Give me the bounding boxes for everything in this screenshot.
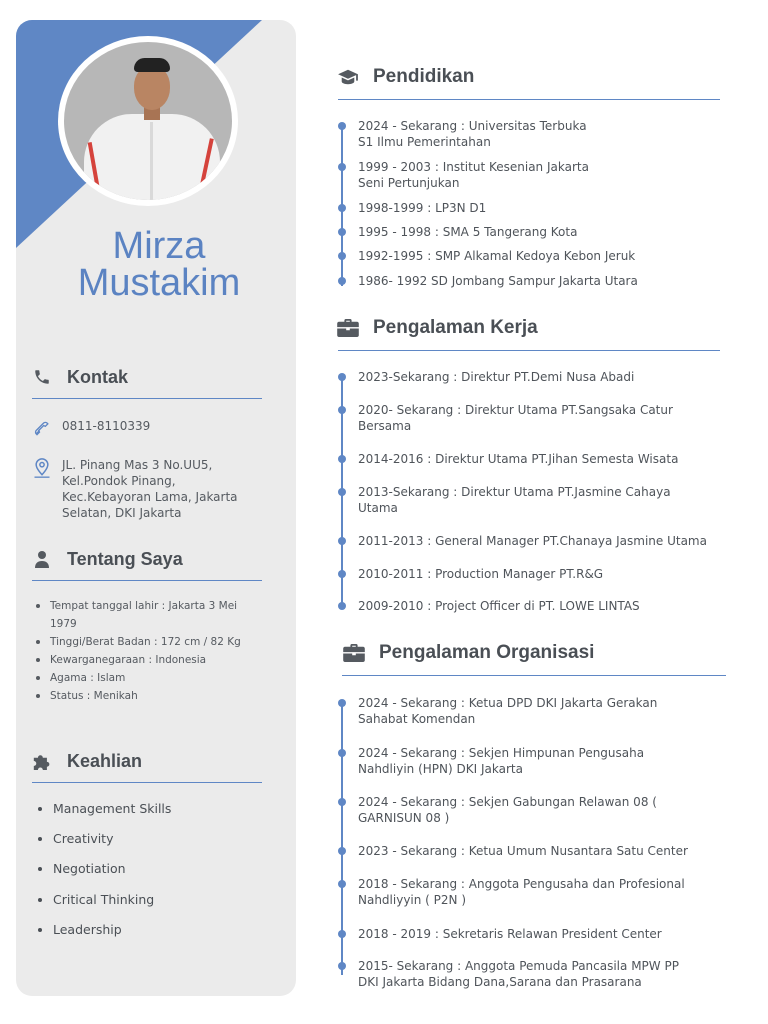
contact-address bbox=[62, 457, 238, 521]
contact-section bbox=[32, 364, 262, 521]
timeline-entry bbox=[358, 926, 662, 942]
entry-line: 2020- Sekarang : Direktur Utama PT.Sangsaka Catur bbox=[358, 403, 673, 417]
contact-heading: Kontak bbox=[67, 366, 129, 387]
entry-line: Bersama bbox=[358, 419, 412, 433]
timeline-entry bbox=[358, 745, 644, 777]
timeline-entry bbox=[358, 958, 679, 990]
about-item-text: Tempat tanggal lahir : Jakarta 3 Mei bbox=[50, 600, 238, 612]
list-item: Agama : Islam bbox=[32, 669, 262, 687]
entry-line: 2024 - Sekarang : Sekjen Gabungan Relawan 08 ( bbox=[358, 795, 657, 809]
contact-address-row bbox=[32, 457, 262, 521]
list-item: Kewarganegaraan : Indonesia bbox=[32, 651, 262, 669]
briefcase-icon bbox=[342, 643, 366, 663]
about-heading: Tentang Saya bbox=[67, 548, 183, 569]
work-header bbox=[336, 314, 538, 342]
address-line: Kec.Kebayoran Lama, Jakarta bbox=[62, 490, 238, 504]
list-item: Negotiation bbox=[32, 854, 262, 884]
entry-line: 1998-1999 : LP3N D1 bbox=[358, 201, 487, 215]
timeline-entry bbox=[358, 843, 688, 859]
person-icon bbox=[32, 549, 52, 569]
timeline-entry bbox=[358, 200, 486, 216]
timeline-entry bbox=[358, 533, 707, 549]
timeline-entry bbox=[358, 159, 589, 191]
list-item: Critical Thinking bbox=[32, 885, 262, 915]
list-item: Leadership bbox=[32, 915, 262, 945]
briefcase-icon bbox=[336, 318, 360, 338]
contact-phone[interactable]: 0811-8110339 bbox=[62, 419, 151, 433]
address-line: JL. Pinang Mas 3 No.UU5, bbox=[62, 458, 213, 472]
graduation-cap-icon bbox=[336, 67, 360, 87]
timeline-entry bbox=[358, 566, 603, 582]
entry-line: 2010-2011 : Production Manager PT.R&G bbox=[358, 567, 604, 581]
profile-last-name: Mustakim bbox=[77, 262, 241, 304]
timeline-entry bbox=[358, 598, 640, 614]
section-divider bbox=[32, 398, 262, 399]
about-list bbox=[32, 597, 262, 705]
entry-line: Sahabat Komendan bbox=[358, 712, 476, 726]
phone-outline-icon bbox=[32, 418, 52, 442]
entry-line: Seni Pertunjukan bbox=[358, 176, 460, 190]
education-header bbox=[336, 63, 474, 91]
entry-line: 2009-2010 : Project Officer di PT. LOWE LINTAS bbox=[358, 599, 640, 613]
entry-line: 1986- 1992 SD Jombang Sampur Jakarta Utara bbox=[358, 274, 638, 288]
entry-line: Nahdliyin (HPN) DKI Jakarta bbox=[358, 762, 523, 776]
entry-line: 2024 - Sekarang : Sekjen Himpunan Pengusaha bbox=[358, 746, 645, 760]
timeline-entry bbox=[358, 402, 673, 434]
entry-line: 2024 - Sekarang : Ketua DPD DKI Jakarta Gerakan bbox=[358, 696, 658, 710]
about-section bbox=[32, 546, 262, 705]
entry-line: 2014-2016 : Direktur Utama PT.Jihan Semesta Wisata bbox=[358, 452, 679, 466]
skills-list bbox=[32, 794, 262, 945]
timeline-entry bbox=[358, 369, 634, 385]
entry-line: 2015- Sekarang : Anggota Pemuda Pancasila MPW PP bbox=[358, 959, 679, 973]
section-divider bbox=[338, 350, 720, 351]
entry-line: 2018 - Sekarang : Anggota Pengusaha dan Profesional bbox=[358, 877, 685, 891]
about-item-text: 1979 bbox=[50, 618, 77, 630]
timeline-entry bbox=[358, 484, 671, 516]
address-line: Selatan, DKI Jakarta bbox=[62, 506, 182, 520]
list-item bbox=[32, 597, 262, 633]
timeline-entry bbox=[358, 695, 657, 727]
timeline-entry bbox=[358, 273, 638, 289]
entry-line: 1999 - 2003 : Institut Kesenian Jakarta bbox=[358, 160, 589, 174]
organization-heading: Pengalaman Organisasi bbox=[379, 642, 595, 663]
entry-line: Utama bbox=[358, 501, 398, 515]
entry-line: 1995 - 1998 : SMA 5 Tangerang Kota bbox=[358, 225, 578, 239]
entry-line: 1992-1995 : SMP Alkamal Kedoya Kebon Jeruk bbox=[358, 249, 636, 263]
list-item: Management Skills bbox=[32, 794, 262, 824]
sidebar bbox=[16, 20, 296, 996]
list-item: Creativity bbox=[32, 824, 262, 854]
entry-line: 2023 - Sekarang : Ketua Umum Nusantara Satu Center bbox=[358, 844, 688, 858]
work-heading: Pengalaman Kerja bbox=[373, 317, 538, 338]
timeline-entry bbox=[358, 451, 678, 467]
profile-name bbox=[16, 225, 296, 304]
entry-line: 2011-2013 : General Manager PT.Chanaya Jasmine Utama bbox=[358, 534, 707, 548]
timeline-entry bbox=[358, 876, 685, 908]
entry-line: 2013-Sekarang : Direktur Utama PT.Jasmine Cahaya bbox=[358, 485, 671, 499]
phone-icon bbox=[32, 367, 52, 387]
entry-line: DKI Jakarta Bidang Dana,Sarana dan Prasarana bbox=[358, 975, 642, 989]
contact-phone-row bbox=[32, 418, 262, 442]
entry-line: GARNISUN 08 ) bbox=[358, 811, 450, 825]
education-heading: Pendidikan bbox=[373, 66, 475, 87]
entry-line: 2023-Sekarang : Direktur PT.Demi Nusa Abadi bbox=[358, 370, 635, 384]
section-divider bbox=[342, 675, 726, 676]
location-pin-icon bbox=[32, 457, 52, 521]
entry-line: 2024 - Sekarang : Universitas Terbuka bbox=[358, 119, 587, 133]
entry-line: S1 Ilmu Pemerintahan bbox=[358, 135, 491, 149]
timeline-entry bbox=[358, 794, 657, 826]
puzzle-icon bbox=[32, 751, 52, 771]
entry-line: 2018 - 2019 : Sekretaris Relawan President Center bbox=[358, 927, 662, 941]
profile-photo-frame bbox=[58, 36, 238, 206]
section-divider bbox=[32, 782, 262, 783]
profile-photo bbox=[64, 42, 232, 200]
list-item: Tinggi/Berat Badan : 172 cm / 82 Kg bbox=[32, 633, 262, 651]
timeline-entry bbox=[358, 248, 635, 264]
profile-first-name: Mirza bbox=[112, 225, 206, 267]
list-item: Status : Menikah bbox=[32, 687, 262, 705]
address-line: Kel.Pondok Pinang, bbox=[62, 474, 176, 488]
section-divider bbox=[338, 99, 720, 100]
skills-section bbox=[32, 748, 262, 945]
timeline-entry bbox=[358, 118, 587, 150]
skills-heading: Keahlian bbox=[67, 750, 143, 771]
organization-header bbox=[342, 639, 594, 667]
entry-line: Nahdliyyin ( P2N ) bbox=[358, 893, 467, 907]
section-divider bbox=[32, 580, 262, 581]
timeline-entry bbox=[358, 224, 577, 240]
